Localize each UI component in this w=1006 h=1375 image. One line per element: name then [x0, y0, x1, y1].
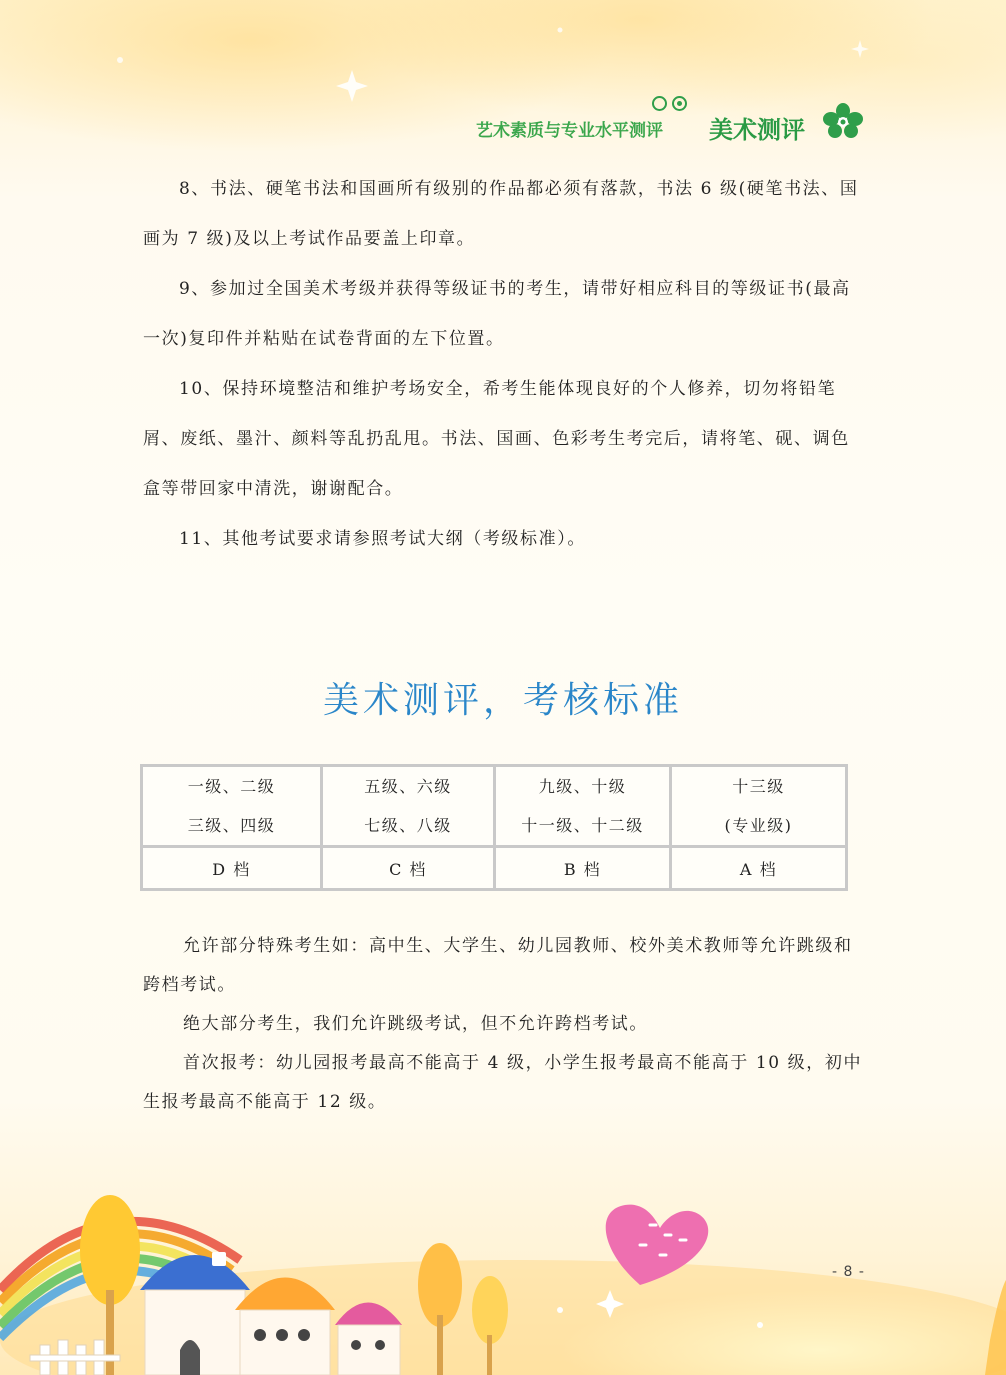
table-cell-levels	[142, 766, 322, 847]
levels-line-1: 九级、十级	[538, 777, 627, 796]
levels-line-2: 十一级、十二级	[521, 816, 644, 835]
levels-line-1: 五级、六级	[364, 777, 452, 796]
table-row-levels	[142, 766, 847, 847]
table-cell-tier: D 档	[142, 847, 322, 890]
levels-line-2: 三级、四级	[187, 816, 276, 835]
table-cell-tier: C 档	[322, 847, 495, 890]
rule-paragraph-8: 8、书法、硬笔书法和国画所有级别的作品都必须有落款，书法 6 级(硬笔书法、国画为 7 级)及以上考试作品要盖上印章。	[143, 179, 859, 249]
flower-logo-icon	[822, 102, 864, 140]
page-header	[476, 94, 866, 144]
table-cell-levels	[322, 766, 495, 847]
header-title: 美术测评	[709, 116, 805, 144]
note-paragraph-2: 绝大部分考生，我们允许跳级考试，但不允许跨档考试。	[183, 1014, 648, 1034]
table-cell-tier: B 档	[495, 847, 671, 890]
table-row-tiers	[142, 847, 847, 890]
header-subtitle: 艺术素质与专业水平测评	[476, 121, 663, 141]
rule-paragraph-9: 9、参加过全国美术考级并获得等级证书的考生，请带好相应科目的等级证书(最高一次)复印件并粘贴在试卷背面的左下位置。	[143, 279, 851, 349]
grade-tier-table	[140, 764, 848, 891]
table-cell-tier: A 档	[671, 847, 847, 890]
page-number: - 8 -	[832, 1264, 865, 1280]
rule-paragraph-11: 11、其他考试要求请参照考试大纲（考级标准）。	[179, 529, 586, 549]
table-cell-levels	[495, 766, 671, 847]
levels-line-1: 十三级	[732, 777, 785, 796]
double-circle-icon	[652, 96, 692, 112]
cartoon-village-illustration	[0, 1140, 1006, 1375]
note-paragraph-3: 首次报考：幼儿园报考最高不能高于 4 级，小学生报考最高不能高于 10 级，初中生报考最高不能高于 12 级。	[143, 1053, 863, 1112]
levels-line-2: (专业级)	[724, 816, 793, 835]
table-cell-levels	[671, 766, 847, 847]
note-paragraph-1: 允许部分特殊考生如：高中生、大学生、幼儿园教师、校外美术教师等允许跳级和跨档考试。	[143, 936, 853, 995]
levels-line-2: 七级、八级	[364, 816, 452, 835]
section-title: 美术测评，考核标准	[322, 680, 683, 721]
levels-line-1: 一级、二级	[187, 777, 276, 796]
rule-paragraph-10: 10、保持环境整洁和维护考场安全，希考生能体现良好的个人修养，切勿将铅笔屑、废纸、墨汁、颜料等乱扔乱甩。书法、国画、色彩考生考完后，请将笔、砚、调色盒等带回家中清洗，谢谢配合。	[143, 379, 850, 499]
